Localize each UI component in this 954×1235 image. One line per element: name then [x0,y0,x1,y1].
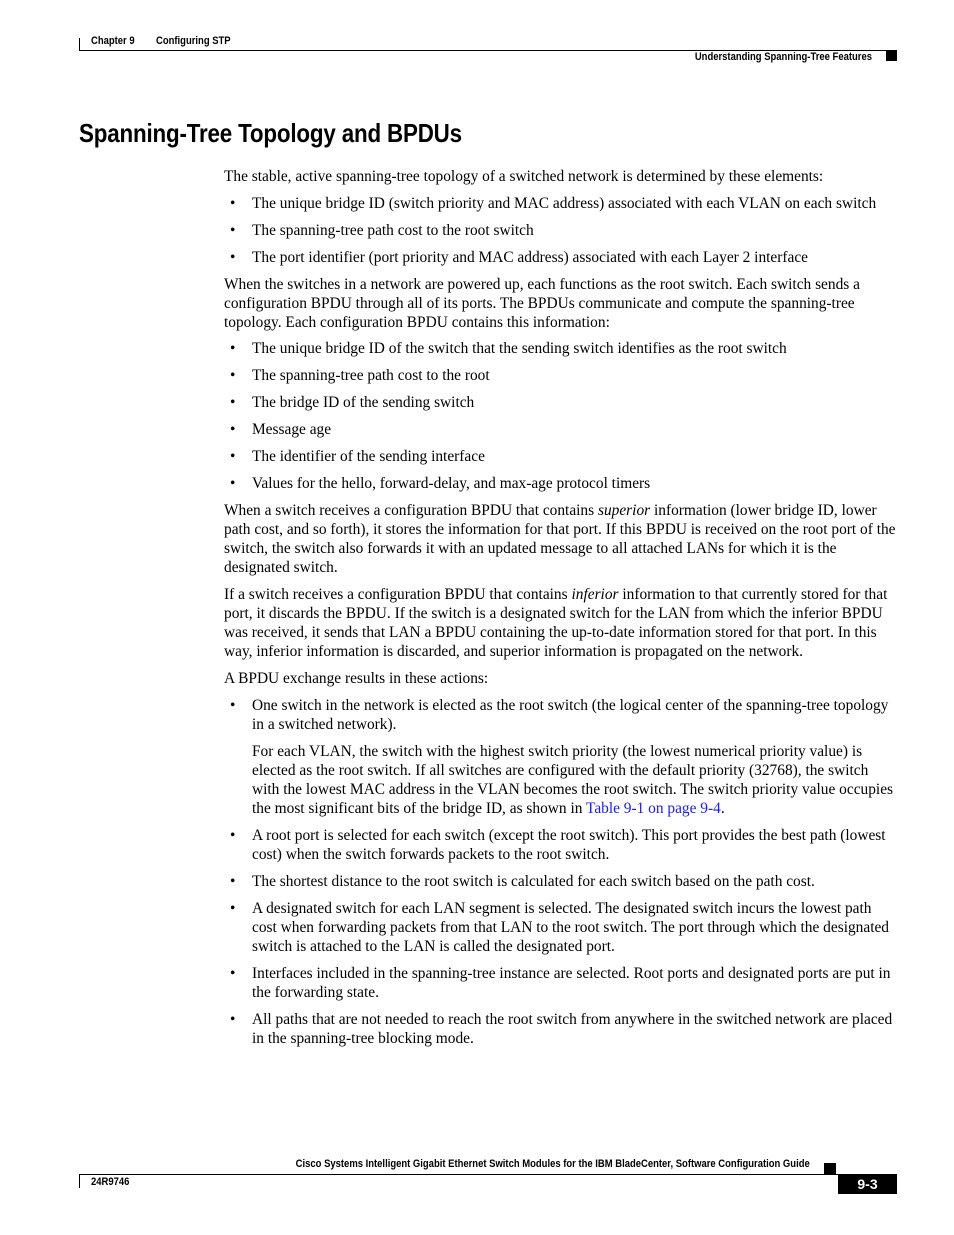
footer-guide-title: Cisco Systems Intelligent Gigabit Ethernet Switch Modules for the IBM BladeCenter, Software Configuration Guide [295,1158,810,1170]
inferior-paragraph: If a switch receives a configuration BPDU that contains inferior information to that currently stored for that port, it discards the BPDU. If the switch is a designated switch for the LAN from which the inferior BPDU was received, it sends that LAN a BPDU containing the up-to-date information stored for that port. In this way, inferior information is discarded, and superior information is propagated on the network. [224,586,888,660]
bullet-icon: • [230,421,236,438]
bullet-icon: • [230,195,236,212]
list-item-subparagraph: For each VLAN, the switch with the highest switch priority (the lowest numerical priority value) is elected as the root switch. If all switches are configured with the default priority (32768), the switch with the lowest MAC address in the VLAN becomes the root switch. The switch priority value occupies the most significant bits of the bridge ID, as shown in Table 9-1 on page 9-4. [252,743,894,817]
table-9-1-link[interactable]: Table 9-1 on page 9-4 [586,800,721,817]
list-item: • The unique bridge ID of the switch that the sending switch identifies as the root switch [230,340,787,357]
bullet-icon: • [230,827,236,844]
list-item: • Interfaces included in the spanning-tree instance are selected. Root ports and designated ports are put in the forwarding state. [230,965,891,1001]
list-item: • The identifier of the sending interface [230,448,485,465]
list-item: • Values for the hello, forward-delay, and max-age protocol timers [230,475,651,492]
elements-list [224,194,899,267]
page-number-badge: 9-3 [838,1174,897,1194]
list-item: • One switch in the network is elected as the root switch (the logical center of the spanning-tree topology in a switched network). [230,697,889,733]
footer-marker [824,1163,836,1174]
bullet-icon: • [230,222,236,239]
footer-doc-number: 24R9746 [91,1176,130,1188]
list-item: • The port identifier (port priority and MAC address) associated with each Layer 2 interface [230,249,808,266]
bullet-icon: • [230,249,236,266]
bullet-icon: • [230,873,236,890]
page-title: Spanning-Tree Topology and BPDUs [79,118,462,148]
bullet-icon: • [230,1011,236,1028]
bullet-icon: • [230,367,236,384]
exchange-paragraph: A BPDU exchange results in these actions: [224,670,489,687]
header-section: Understanding Spanning-Tree Features [694,51,872,63]
list-item: • A root port is selected for each switch (except the root switch). This port provides the best path (lowest cost) when the switch forwards packets to the root switch. [230,827,886,863]
list-item: • Message age [230,421,332,438]
footer-left-rule [79,1174,80,1188]
superior-emphasis: superior [597,502,651,519]
bullet-icon: • [230,394,236,411]
list-item: • The spanning-tree path cost to the root [230,367,490,384]
bullet-icon: • [230,697,236,714]
list-item: • All paths that are not needed to reach the root switch from anywhere in the switched network are placed in the spanning-tree blocking mode. [230,1011,893,1047]
bpdu-info-list [224,339,899,493]
bullet-icon: • [230,340,236,357]
actions-list [224,696,899,1048]
list-item: • A designated switch for each LAN segment is selected. The designated switch incurs the lowest path cost when forwarding packets from that LAN to the root switch. The port through which the designated switch is attached to the LAN is called the designated port. [230,900,889,955]
bullet-icon: • [230,900,236,917]
superior-paragraph: When a switch receives a configuration BPDU that contains superior information (lower bridge ID, lower path cost, and so forth), it stores the information for that port. If this BPDU is received on the root port of the switch, the switch also forwards it with an updated message to all attached LANs for which it is the designated switch. [224,502,896,576]
header-chapter: Chapter 9 [91,35,135,47]
header-chapter-title: Configuring STP [156,35,231,47]
powerup-paragraph: When the switches in a network are powered up, each functions as the root switch. Each switch sends a configuration BPDU through all of its ports. The BPDUs communicate and compute the spanning-tree topology. Each configuration BPDU contains this information: [224,276,860,331]
header-marker [886,51,897,61]
list-item: • The unique bridge ID (switch priority and MAC address) associated with each VLAN on each switch [230,195,877,212]
inferior-emphasis: inferior [571,586,619,603]
bullet-icon: • [230,448,236,465]
body-content [224,167,899,1056]
intro-paragraph: The stable, active spanning-tree topology of a switched network is determined by these elements: [224,168,824,185]
list-item: • The shortest distance to the root switch is calculated for each switch based on the path cost. [230,873,815,890]
list-item: • The spanning-tree path cost to the root switch [230,222,534,239]
bullet-icon: • [230,965,236,982]
footer-rule [79,1174,839,1175]
list-item: • The bridge ID of the sending switch [230,394,475,411]
bullet-icon: • [230,475,236,492]
